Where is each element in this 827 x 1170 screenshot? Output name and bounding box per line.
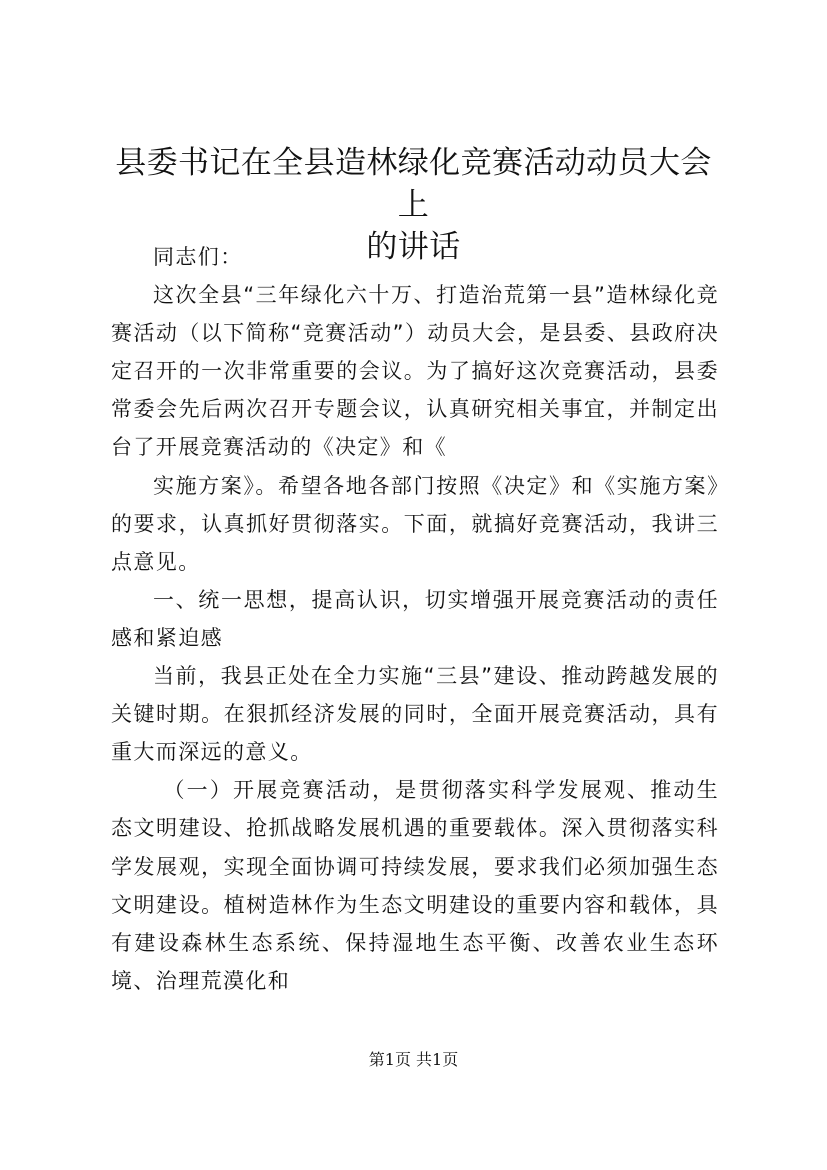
subsection-paragraph-1: （一）开展竞赛活动，是贯彻落实科学发展观、推动生态文明建设、抢抓战略发展机遇的重要载体。深入贯彻落实科学发展观，实现全面协调可持续发展，要求我们必须加强生态文明建设。植树造林作为生态文明建设的重要内容和载体，具有建设森林生态系统、保持湿地生态平衡、改善农业生态环境、治理荒漠化和 [111, 778, 719, 993]
title-line-2: 的讲话 [366, 229, 461, 265]
intro-paragraph: 这次全县“三年绿化六十万、打造治荒第一县”造林绿化竞赛活动（以下简称“竞赛活动”）动员大会，是县委、县政府决定召开的一次非常重要的会议。为了搞好这次竞赛活动，县委常委会先后两次召开专题会议，认真研究相关事宜，并制定出台了开展竞赛活动的《决定》和《 [111, 283, 719, 460]
continuation-paragraph: 实施方案》。希望各地各部门按照《决定》和《实施方案》的要求，认真抓好贯彻落实。下面，就搞好竞赛活动，我讲三点意见。 [111, 473, 719, 574]
context-paragraph: 当前，我县正处在全力实施“三县”建设、推动跨越发展的关键时期。在狠抓经济发展的同时，全面开展竞赛活动，具有重大而深远的意义。 [111, 664, 719, 765]
document-body [111, 238, 719, 1000]
section-heading-1: 一、统一思想，提高认识，切实增强开展竞赛活动的责任感和紧迫感 [111, 587, 719, 650]
page-footer: 第1页 共1页 [368, 1050, 459, 1069]
greeting-paragraph: 同志们： [153, 245, 243, 269]
title-line-1: 县委书记在全县造林绿化竞赛活动动员大会上 [115, 145, 712, 223]
